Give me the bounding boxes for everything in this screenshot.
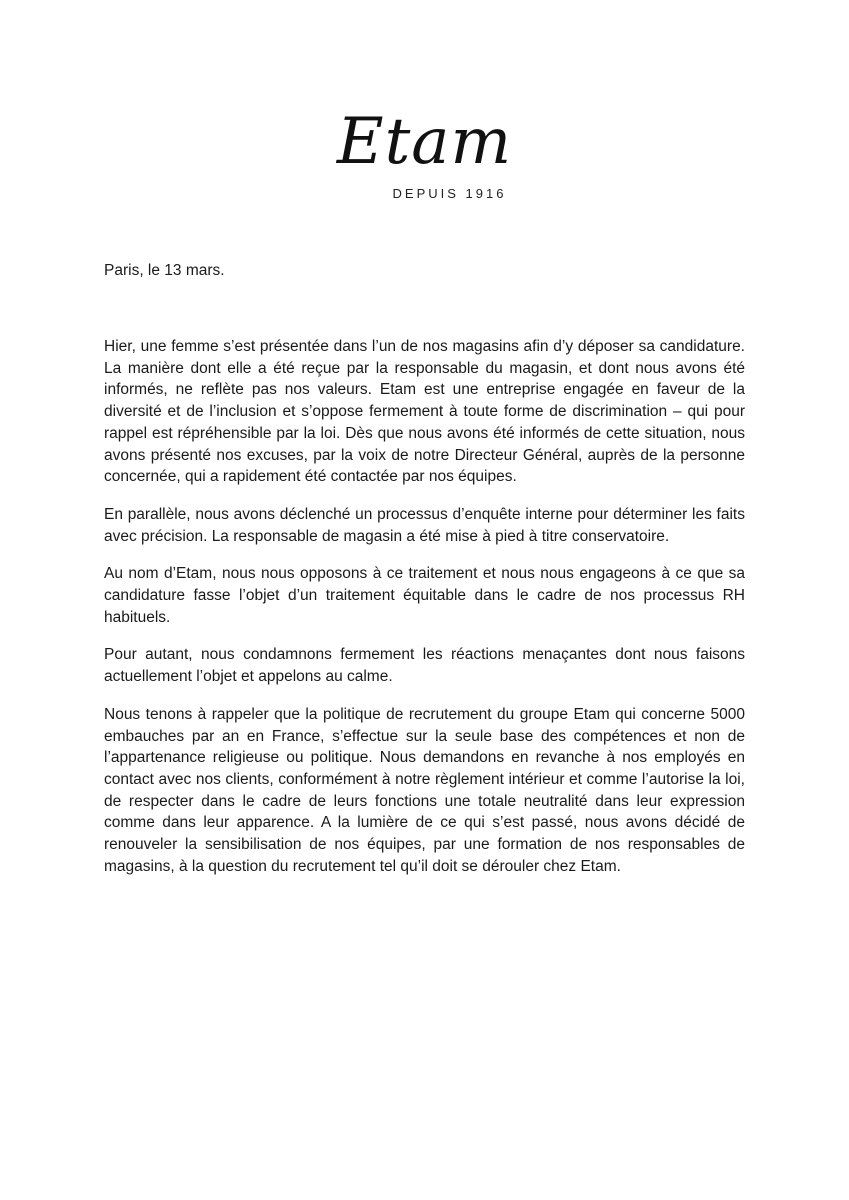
letter-body: [104, 336, 745, 893]
dateline: Paris, le 13 mars.: [104, 262, 225, 279]
logo-tagline: DEPUIS 1916: [392, 186, 507, 201]
logo-wordmark: Etam: [336, 105, 513, 179]
paragraph-4: Pour autant, nous condamnons fermement les réactions menaçantes dont nous faisons actuellement l’objet et appelons au calme.: [104, 646, 745, 686]
paragraph-5: Nous tenons à rappeler que la politique de recrutement du groupe Etam qui concerne 5000 embauches par an en France, s’effectue sur la seule base des compétences et non de l’appartenance religieuse ou politique. Nous demandons en revanche à nos employés en contact avec nos clients, conformément à notre règlement intérieur et comme l’autorise la loi, de respecter dans le cadre de leurs fonctions une totale neutralité dans leur expression comme dans leur apparence. A la lumière de ce qui s’est passé, nous avons décidé de renouveler la sensibilisation de nos équipes, par une formation de nos responsables de magasins, à la question du recrutement tel qu’il doit se dérouler chez Etam.: [104, 705, 745, 875]
paragraph-2: En parallèle, nous avons déclenché un processus d’enquête interne pour déterminer les faits avec précision. La responsable de magasin a été mise à pied à titre conservatoire.: [104, 505, 745, 545]
paragraph-1: Hier, une femme s’est présentée dans l’un de nos magasins afin d’y déposer sa candidature. La manière dont elle a été reçue par la responsable du magasin, et dont nous avons été informés, ne reflète pas nos valeurs. Etam est une entreprise engagée en faveur de la diversité et de l’inclusion et s’oppose fermement à toute forme de discrimination – qui pour rappel est répréhensible par la loi. Dès que nous avons été informés de cette situation, nous avons présenté nos excuses, par la voix de notre Directeur Général, auprès de la personne concernée, qui a rapidement été contactée par nos équipes.: [104, 338, 745, 486]
paragraph-3: Au nom d’Etam, nous nous opposons à ce traitement et nous nous engageons à ce que sa candidature fasse l’objet d’un traitement équitable dans le cadre de nos processus RH habituels.: [104, 565, 745, 626]
etam-logo: [0, 102, 849, 201]
